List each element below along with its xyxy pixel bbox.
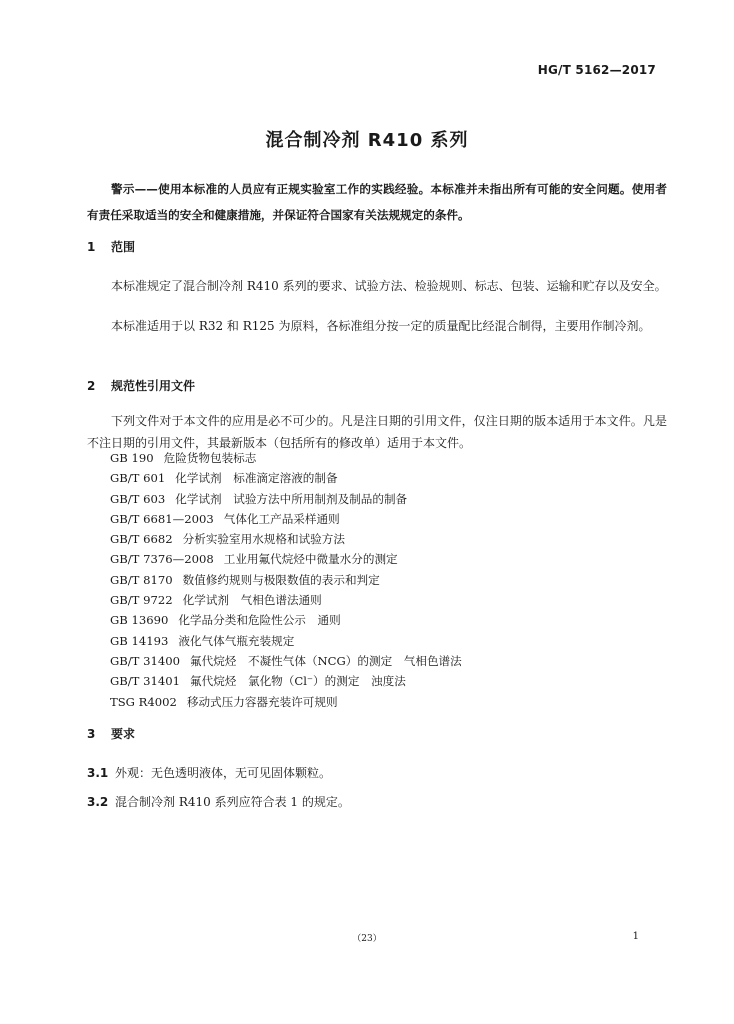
scope-paragraph: 本标准适用于以 R32 和 R125 为原料，各标准组分按一定的质量配比经混合制得，主要用作制冷剂。: [111, 319, 651, 333]
normative-intro: 下列文件对于本文件的应用是必不可少的。凡是注日期的引用文件，仅注日期的版本适用于本文件。凡是不注日期的引用文件，其最新版本（包括所有的修改单）适用于本文件。: [87, 414, 667, 450]
reference-title: 分析实验室用水规格和试验方法: [182, 532, 345, 547]
reference-item: [110, 509, 462, 529]
section-title: 要求: [111, 727, 136, 741]
reference-item: [110, 671, 462, 691]
reference-item: [110, 448, 462, 468]
reference-code: GB 14193: [110, 633, 169, 648]
document-title: 混合制冷剂 R410 系列: [265, 130, 469, 151]
section-number: 2: [87, 379, 96, 393]
section-heading-normative: [87, 377, 195, 394]
reference-item: [110, 692, 462, 712]
reference-item: [110, 529, 462, 549]
reference-code: GB/T 601: [110, 471, 166, 486]
reference-title: 氟代烷烃 不凝性气体（NCG）的测定 气相色谱法: [190, 653, 462, 668]
standard-number: HG/T 5162—2017: [537, 63, 656, 77]
reference-title: 工业用氟代烷烃中微量水分的测定: [223, 552, 398, 567]
clause-number: 3.1: [87, 766, 109, 780]
section-number: 3: [87, 727, 96, 741]
reference-title: 化学试剂 标准滴定溶液的制备: [175, 471, 338, 486]
reference-title: 氟代烷烃 氯化物（Cl⁻）的测定 浊度法: [190, 674, 406, 689]
reference-item: [110, 489, 462, 509]
reference-code: GB/T 603: [110, 491, 166, 506]
warning-paragraph: 警示——使用本标准的人员应有正规实验室工作的实践经验。本标准并未指出所有可能的安全问题。使用者有责任采取适当的安全和健康措施，并保证符合国家有关法规规定的条件。: [87, 182, 667, 222]
section-title: 规范性引用文件: [111, 379, 196, 393]
clause-text: 外观：无色透明液体，无可见固体颗粒。: [115, 766, 332, 780]
section-heading-requirements: [87, 725, 135, 742]
reference-title: 危险货物包装标志: [163, 451, 257, 465]
clause-3-1: [87, 764, 331, 781]
reference-code: GB/T 7376—2008: [110, 552, 214, 567]
reference-code: GB 190: [110, 451, 154, 465]
reference-code: GB 13690: [110, 613, 169, 628]
reference-code: GB/T 9722: [110, 593, 173, 608]
reference-code: GB/T 8170: [110, 572, 173, 587]
reference-item: [110, 651, 462, 671]
clause-text: 混合制冷剂 R410 系列应符合表 1 的规定。: [115, 795, 350, 809]
reference-code: GB/T 31401: [110, 674, 180, 689]
reference-title: 化学试剂 气相色谱法通则: [182, 593, 322, 608]
reference-title: 气体化工产品采样通则: [223, 511, 340, 526]
reference-item: [110, 590, 462, 610]
section-title: 范围: [111, 240, 136, 254]
reference-code: GB/T 6682: [110, 532, 173, 547]
reference-item: [110, 570, 462, 590]
clause-number: 3.2: [87, 795, 109, 809]
reference-title: 化学试剂 试验方法中所用制剂及制品的制备: [175, 491, 408, 506]
reference-item: [110, 549, 462, 569]
reference-list: [110, 448, 462, 712]
reference-item: [110, 631, 462, 651]
reference-code: TSG R4002: [110, 694, 177, 709]
reference-title: 化学品分类和危险性公示 通则: [178, 613, 341, 628]
scope-paragraph: 本标准规定了混合制冷剂 R410 系列的要求、试验方法、检验规则、标志、包装、运输和贮存以及安全。: [111, 279, 667, 293]
reference-title: 数值修约规则与极限数值的表示和判定: [182, 572, 380, 587]
reference-item: [110, 610, 462, 630]
page-number: 1: [632, 931, 639, 942]
reference-code: GB/T 6681—2003: [110, 511, 214, 526]
reference-title: 液化气体气瓶充装规定: [178, 633, 295, 648]
section-heading-scope: [87, 238, 135, 255]
clause-3-2: [87, 793, 350, 810]
footer-page-marker: （23）: [352, 934, 382, 944]
section-number: 1: [87, 240, 96, 254]
reference-title: 移动式压力容器充装许可规则: [186, 694, 338, 709]
reference-item: [110, 468, 462, 488]
reference-code: GB/T 31400: [110, 653, 180, 668]
